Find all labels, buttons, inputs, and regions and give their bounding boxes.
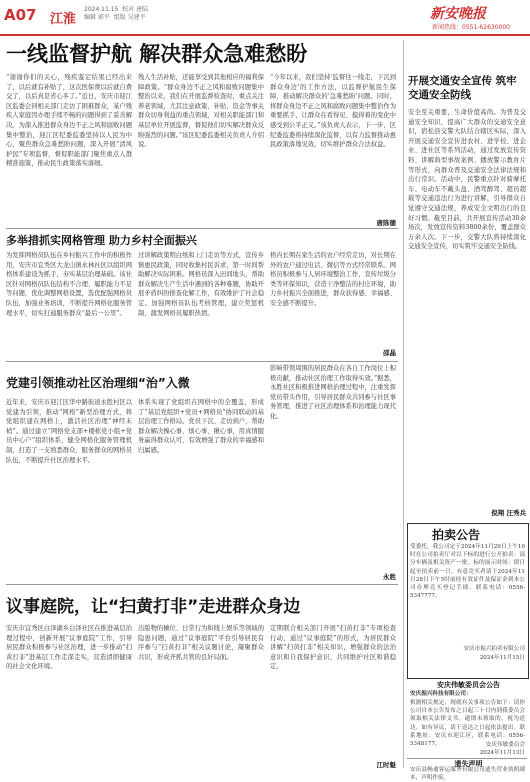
story1-column-1: “谢谢你们的关心，残疾鉴定结果已经出来了，以后就有补贴了，这次医保费以后就自费交了，以后真是省心多了。”近日，安庆市迎江区监委会同相关部门走访了困难群众，某户残疾人家庭因办理手续不畅的问题得到了妥善解决。为深入推进群众身边不正之风和腐败问题集中整治，迎江区纪委监委坚持以人民为中心，聚焦群众急难愁盼问题，深入开展“清风护民”专项监督，督促职能部门聚焦重点人群精准施策，推动民生政策落实落细。 [6, 74, 133, 168]
news-hotline: 新闻热线：0551-62630000 [432, 24, 510, 31]
story2-column-3: 格内长期在家生活的农户经常走访，对长期在外的农户通过电话、微信等方式经常联系。网格员积极参与人居环境整治工作，宣传垃圾分类等环保知识，营造干净整洁的村庄环境，助力乡村振兴全面推进，群众获得感、幸福感、安全感不断提升。 [270, 252, 396, 307]
story3-column-1: 近年来，安庆市迎江区华中路街道永胜村区以党建为引领，推动“网格”新型治理方式，将党组织建在网格上，激活社区治理“神经末梢”。通过建立“网格党支部+楼栋党小组+党员中心户”组织体系，健全网格化服务管理机制，打造了一支熟悉群众、服务群众的网格员队伍，不断提升社区治理水平。 [6, 399, 132, 464]
edition-design: 组版 吴建平 [113, 14, 146, 21]
auction-notice-signer: 安庆市振兴拍卖有限公司 [463, 646, 525, 652]
column-rule [403, 40, 404, 768]
story4-headline: 议事庭院，让“扫黄打非”走进群众身边 [6, 597, 301, 617]
edition-date: 2024.11.15 [84, 6, 119, 13]
story4-column-1: 安庆市宜秀区白泽湖乡白泽社区在推进基层治理过程中，创新开展“议事庭院”工作，引导居民群众积极参与社区治理，进一步推动“扫黄打非”进基层工作走深走实，营造清朗健康的社会文化环境。 [6, 625, 132, 671]
auction-notice-body: 受委托，我公司定于2024年11月29日上午10时在公司拍卖厅对以下标的进行公开拍卖：部分车辆及相关资产一批。标的展示时间：即日起至拍卖前一日。有意竞买者请于2024年11月28日下午5时前持有效证件及保证金到本公司办理竞买登记手续。联系电话：0556-5347777。 [410, 544, 525, 600]
newspaper-logo: 新安晚报 [430, 6, 486, 22]
story3-byline: 永胜 [383, 573, 396, 581]
story4-column-2: 出版物的摊位、日常行为和线上娱乐等领域的隐患问题，通过“议事庭院”平台引导居民有序参与“扫黄打非”相关议题讨论，凝聚群众共识，形成齐抓共管的良好局面。 [138, 625, 264, 661]
story4-column-3: 定期联合相关部门开展“扫黄打非”专项检查行动，通过“议事庭院”的形式，为居民群众讲解“扫黄打非”相关知识，增强群众的法治意识和自我保护意识，共同维护社区和谐稳定。 [270, 625, 396, 671]
story1-column-2: 残人生活补贴，还能享受到其他相应的福利保障政策。“群众身边不正之风和腐败问题集中整治以来，我们在开展监督检查时，重点关注养老领域，尤其注意政策、补贴、资金等事关群众切身利益的重点领域，对相关职能部门和基层单位开展监督，督促他们切实解决群众反映强烈的问题。”该区纪委监委相关负责人介绍说。 [138, 74, 265, 149]
sidebar-body: 安全至关重要，生命价值高尚。为普及交通安全知识，提高广大群众的交通安全意识，宿松县交警大队结合辖区实际，深入开展交通安全宣传进农村、进学校、进企业、进社区等系列活动，通过发放宣传资料、讲解典型事故案例、播放警示教育片等形式，向群众普及交通安全法律法规和出行常识。活动中，民警重点针对骑摩托车、电动车不戴头盔、酒驾醉驾、超员超载等交通违法行为进行讲解，引导群众自觉遵守交通法规，养成安全文明出行的良好习惯。截至目前，共开展宣传活动30余场次，发放宣传资料3800余份，覆盖群众万余人次。下一步，交警大队将持续深化交通安全宣传，切实筑牢交通安全防线。 [408, 109, 526, 251]
story2-column-2: 过讲解政策明白纸和上门走访等方式，宣传乡镇惠民政策，同时收集村民诉求，第一时间帮助解决实际困难。网格员深入田间地头，帮助群众解决生产生活中遇到的各种难题，协助开展矛盾纠纷排查化解工作，有效维护了社会稳定。加强网格员队伍考核管理，建立奖惩机制，激发网格员履职热情。 [138, 252, 264, 317]
divider [6, 584, 398, 585]
loss-notice-body: 安庆县畅通客运服务有限公司遗失营业执照副本，声明作废。 [410, 767, 525, 782]
story4-byline: 江时魁 [376, 761, 396, 769]
sidebar-headline: 开展交通安全宣传 筑牢交通安全防线 [408, 75, 517, 101]
story3-headline: 党建引领推动社区治理细“治”入微 [6, 376, 190, 390]
divider [6, 228, 398, 229]
story2-byline: 邵晶 [383, 349, 396, 357]
committee-notice-body: 根据相关规定，现就有关事项公告如下：请你公司自本公告发布之日起三十日内到我委员会领取相关法律文书。逾期未领取的，视为送达。如有异议，请于送达之日起依法提出。联系地址：安庆市迎江区，联系电话：0556-5348177。 [410, 700, 525, 748]
committee-notice-date: 2024年11月13日 [479, 750, 525, 756]
story2-headline: 多举措抓实网格管理 助力乡村全面振兴 [6, 234, 197, 247]
story3-column-3: 影响带领周围的居民群众在各自工作岗位上积极贡献，推动社区治理工作取得实效。”据悉，永胜社区积极推进网格治理过程中，注重发挥党员带头作用，引导居民群众共同参与社区事务管理，推进了社区治理体系和治理能力现代化。 [270, 365, 397, 420]
story2-column-1: 为发挥网格员队伍在乡村振兴工作中的积极作用，安庆市宜秀区大龙山镇永林社区以组织网格体系建设为抓手，夯实基层治理基础。该社区针对网格员队伍结构不合理、履职能力不足等问题，优化调整网格设置，选优配强网格员队伍，加强业务培训，不断提升网格化服务管理水平，切实打通服务群众“最后一公里”。 [6, 252, 132, 317]
committee-notice-title: 安庆伟敏委员会公告 [437, 681, 500, 689]
committee-notice-addressee: 安庆振兴科技有限公司： [410, 691, 472, 697]
sidebar-byline: 倪翔 汪秀兵 [491, 509, 526, 517]
main-headline: 一线监督护航 解决群众急难愁盼 [6, 42, 308, 66]
edition-editor: 编辑 郭平 [84, 14, 110, 21]
auction-notice-title: 拍卖公告 [432, 528, 481, 542]
story3-column-2: 体系实现了党组织在网格中的全覆盖，形成了“基层党组织+党员+网格员”协同联动的基层治理工作格局。党员下沉、走访到户，帮助群众解决操心事、烦心事、揪心事，用真情服务赢得群众认可，有效增强了群众的幸福感和归属感。 [138, 399, 264, 454]
divider [6, 361, 398, 362]
page-code: A07 [4, 6, 37, 24]
edition-meta [84, 6, 148, 22]
story1-column-3: “今年以来，我们坚持‘监督往一线走，下沉到群众身边’的工作方法，以监督护航民生保障，推动解决群众的‘急难愁盼’问题。同时，将群众身边不正之风和腐败问题集中整治作为重要抓手，让群众在看得见、摸得着的变化中感受到公平正义。”该负责人表示，下一步，区纪委监委将持续深化监督，以有力监督推动惠民政策落地见效，切实维护群众合法权益。 [270, 74, 397, 149]
loss-notice-title: 遗失声明 [454, 760, 483, 768]
committee-notice-signer: 安庆伟敏委员会 [485, 742, 525, 748]
edition-proof: 校对 唐陆 [122, 6, 149, 13]
section-name: 江淮 [50, 12, 77, 27]
story1-byline: 唐陈德 [376, 219, 396, 227]
auction-notice-date: 2024年11月15日 [479, 655, 525, 661]
